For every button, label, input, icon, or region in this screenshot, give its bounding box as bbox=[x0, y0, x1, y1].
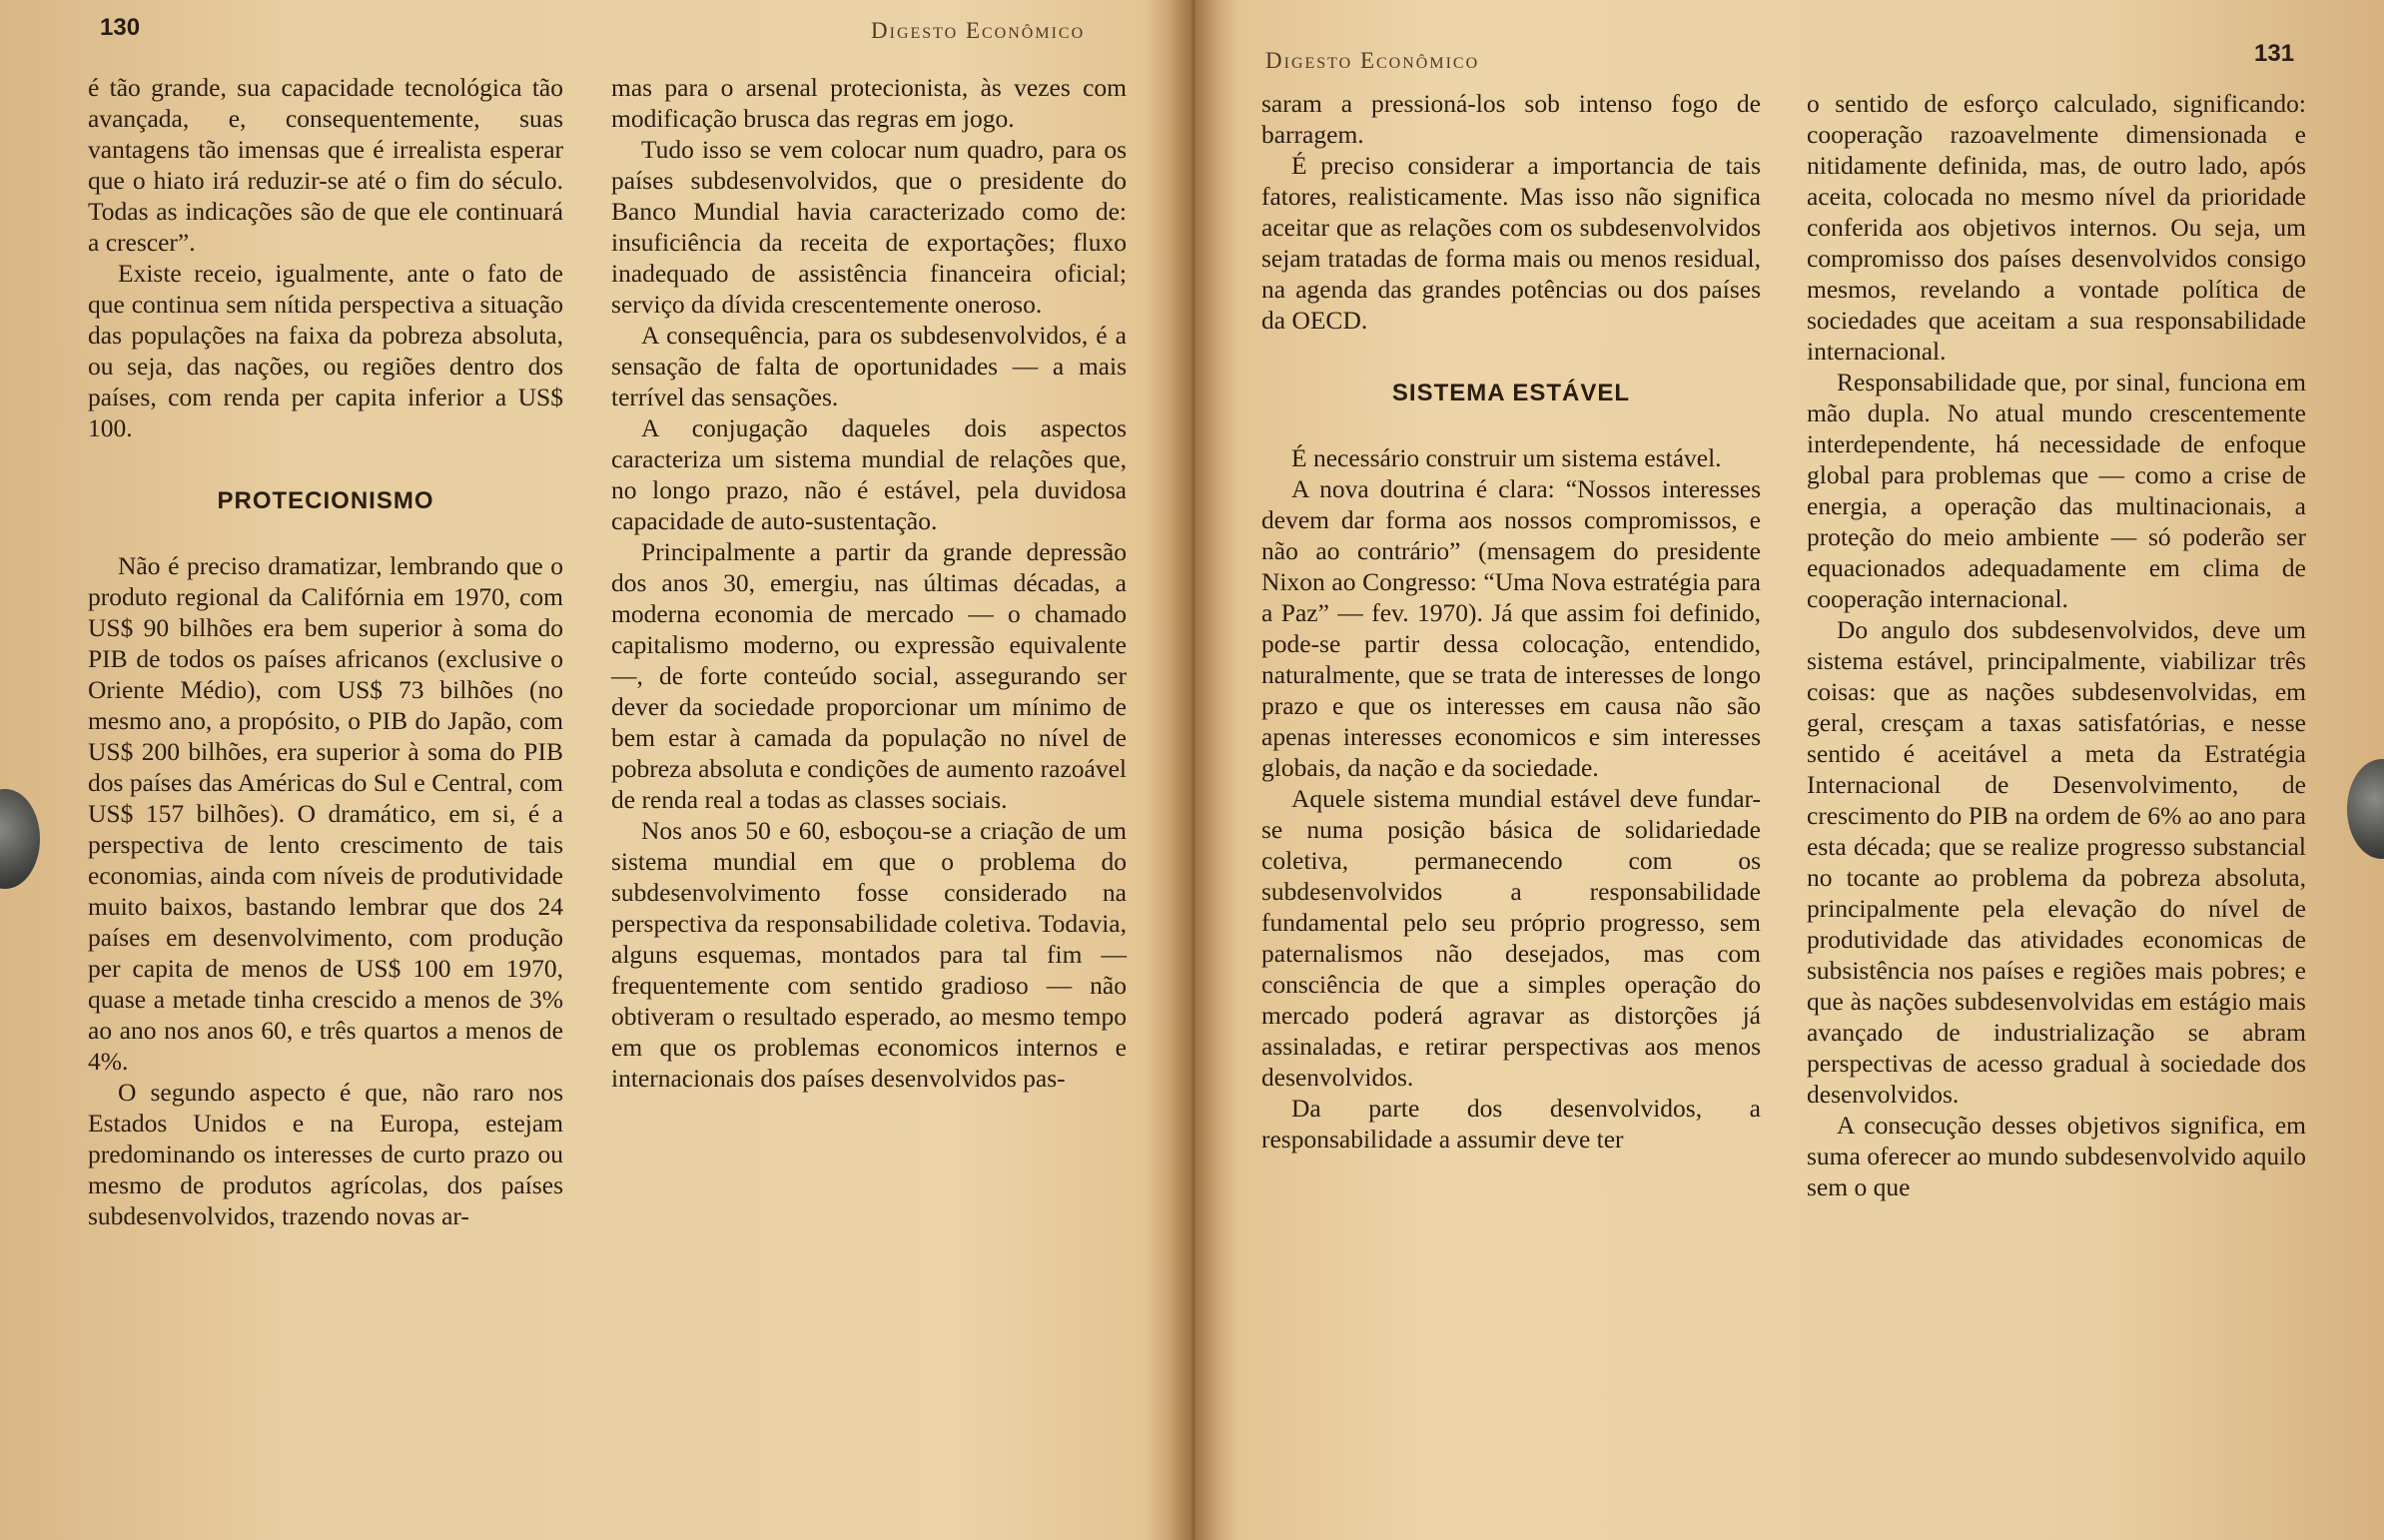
paragraph: Existe receio, igualmente, ante o fato de que continua sem nítida perspectiva a situação das populações na faixa da pobreza absoluta, ou seja, das nações, ou regiões dentro dos países, com renda per capita inferior a US$ 100. bbox=[88, 259, 563, 442]
section-heading: SISTEMA ESTÁVEL bbox=[1391, 380, 1631, 406]
paragraph: saram a pressioná-los sob intenso fogo de barragem. bbox=[1261, 89, 1761, 149]
right-page bbox=[1195, 0, 2384, 1540]
paragraph: Aquele sistema mundial estável deve fundar-se numa posição básica de solidariedade coletiva, permanecendo com os subdesenvolvidos a responsabilidade fundamental pelo seu próprio progresso, sem paternalismos não desejados, mas com consciência de que a simples operação do mercado poderá agravar as distorções já assinaladas, e retirar perspectivas aos menos desenvolvidos. bbox=[1261, 784, 1761, 1092]
page-number-right: 131 bbox=[2254, 40, 2295, 67]
paragraph: Da parte dos desenvolvidos, a responsabilidade a assumir deve ter bbox=[1261, 1094, 1761, 1154]
paragraph: A consecução desses objetivos significa, em suma oferecer ao mundo subdesenvolvido aquilo sem o que bbox=[1807, 1111, 2306, 1201]
paragraph: o sentido de esforço calculado, significando: cooperação razoavelmente dimensionada e nitidamente definida, mas, de outro lado, após aceita, colocada no mesmo nível da prioridade conferida aos objetivos internos. Ou seja, um compromisso dos países desenvolvidos consigo mesmos, revelando a vontade política de sociedades que aceitam a sua responsabilidade internacional. bbox=[1807, 89, 2306, 366]
paragraph: Não é preciso dramatizar, lembrando que o produto regional da Califórnia em 1970, com US$ 90 bilhões era bem superior à soma do PIB de todos os países africanos (exclusive o Oriente Médio), com US$ 73 bilhões (no mesmo ano, a propósito, o PIB do Japão, com US$ 200 bilhões, era superior à soma do PIB dos países das Américas do Sul e Central, com US$ 157 bilhões). O dramático, em si, é a perspectiva de lento crescimento de tais economias, ainda com níveis de produtividade muito baixos, bastando lembrar que dos 24 países em desenvolvimento, com produção per capita de menos de US$ 100 em 1970, quase a metade tinha crescido a menos de 3% ao ano nos anos 60, e três quartos a menos de 4%. bbox=[88, 551, 563, 1076]
left-page-column-2 bbox=[611, 72, 1127, 1094]
running-head-right: Digesto Econômico bbox=[1265, 48, 1480, 73]
left-page bbox=[0, 0, 1189, 1540]
paragraph: Do angulo dos subdesenvolvidos, deve um sistema estável, principalmente, viabilizar três coisas: que as nações subdesenvolvidas, em geral, cresçam a taxas satisfatórias, e nesse sentido é aceitável a meta da Estratégia Internacional de Desenvolvimento, de crescimento do PIB na ordem de 6% ao ano para esta década; que se realize progresso substancial no tocante ao problema da pobreza absoluta, principalmente pela elevação do nível de produtividade das atividades economicas de subsistência nos países e regiões mais pobres; e que às nações subdesenvolvidas em estágio mais avançado de industrialização se abram perspectivas de acesso gradual à sociedade dos desenvolvidos. bbox=[1807, 615, 2306, 1109]
paragraph: A consequência, para os subdesenvolvidos, é a sensação de falta de oportunidades — a mais terrível das sensações. bbox=[611, 321, 1127, 411]
paragraph: é tão grande, sua capacidade tecnológica tão avançada, e, consequentemente, suas vantagens tão imensas que é irrealista esperar que o hiato irá reduzir-se até o fim do século. Todas as indicações são de que ele continuará a crescer”. bbox=[88, 73, 563, 257]
paragraph: A conjugação daqueles dois aspectos caracteriza um sistema mundial de relações que, no longo prazo, não é estável, pela duvidosa capacidade de auto-sustentação. bbox=[611, 413, 1127, 535]
right-page-column-1 bbox=[1261, 88, 1761, 1155]
paragraph: É preciso considerar a importancia de tais fatores, realisticamente. Mas isso não significa aceitar que as relações com os subdesenvolvidos sejam tratadas de forma mais ou menos residual, na agenda das grandes potências ou dos países da OECD. bbox=[1261, 151, 1761, 335]
running-head-left: Digesto Econômico bbox=[871, 18, 1086, 43]
right-page-column-2 bbox=[1807, 88, 2306, 1202]
section-heading: PROTECIONISMO bbox=[217, 487, 434, 514]
paragraph: Principalmente a partir da grande depressão dos anos 30, emergiu, nas últimas décadas, a moderna economia de mercado — o chamado capitalismo moderno, ou expressão equivalente —, de forte conteúdo social, assegurando ser dever da sociedade proporcionar um mínimo de bem estar à camada da população no nível de pobreza absoluta e condições de aumento razoável de renda real a todas as classes sociais. bbox=[611, 537, 1127, 814]
left-page-column-1 bbox=[88, 72, 563, 1231]
paragraph: Tudo isso se vem colocar num quadro, para os países subdesenvolvidos, que o presidente do Banco Mundial havia caracterizado como de: insuficiência da receita de exportações; fluxo inadequado de assistência financeira oficial; serviço da dívida crescentemente oneroso. bbox=[611, 135, 1127, 319]
page-number-left: 130 bbox=[100, 14, 141, 41]
paragraph: Nos anos 50 e 60, esboçou-se a criação de um sistema mundial em que o problema do subdesenvolvimento fosse considerado na perspectiva da responsabilidade coletiva. Todavia, alguns esquemas, montados para tal fim — frequentemente com sentido gradioso — não obtiveram o resultado esperado, ao mesmo tempo em que os problemas economicos internos e internacionais dos países desenvolvidos pas- bbox=[611, 816, 1127, 1093]
paragraph: O segundo aspecto é que, não raro nos Estados Unidos e na Europa, estejam predominando os interesses de curto prazo ou mesmo de produtos agrícolas, dos países subdesenvolvidos, trazendo novas ar- bbox=[88, 1078, 563, 1230]
paragraph: É necessário construir um sistema estável. bbox=[1291, 443, 1722, 472]
paragraph: Responsabilidade que, por sinal, funciona em mão dupla. No atual mundo crescentemente interdependente, há necessidade de enfoque global para problemas que — como a crise de energia, a operação das multinacionais, a proteção do meio ambiente — só poderão ser equacionados adequadamente em clima de cooperação internacional. bbox=[1807, 368, 2306, 613]
paragraph: mas para o arsenal protecionista, às vezes com modificação brusca das regras em jogo. bbox=[611, 73, 1127, 133]
paragraph: A nova doutrina é clara: “Nossos interesses devem dar forma aos nossos compromissos, e não ao contrário” (mensagem do presidente Nixon ao Congresso: “Uma Nova estratégia para a Paz” — fev. 1970). Já que assim foi definido, pode-se partir dessa colocação, entendido, naturalmente, que se trata de interesses de longo prazo e que os interesses em causa não são apenas interesses economicos e sim interesses globais, da nação e da sociedade. bbox=[1261, 474, 1761, 782]
